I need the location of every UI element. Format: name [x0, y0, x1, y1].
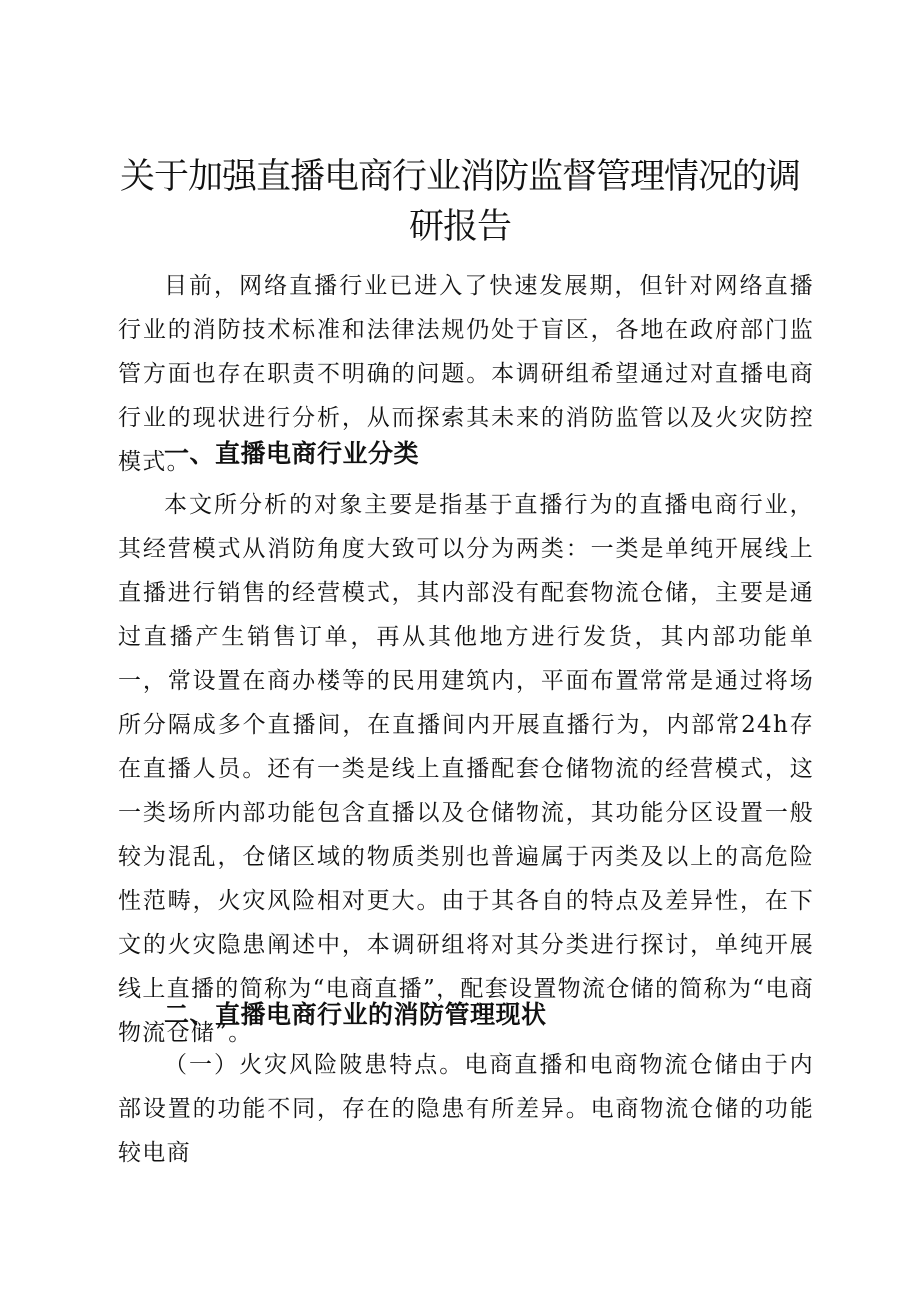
section-1-heading: 一、直播电商行业分类 — [164, 439, 420, 468]
section-2-heading: 二、直播电商行业的消防管理现状 — [164, 1000, 547, 1029]
section-1-paragraph: 本文所分析的对象主要是指基于直播行为的直播电商行业，其经营模式从消防角度大致可以分为两类：一类是单纯开展线上直播进行销售的经营模式，其内部没有配套物流仓储，主要是通过直播产生销售订单，再从其他地方进行发货，其内部功能单一，常设置在商办楼等的民用建筑内，平面布置常常是通过将场所分隔成多个直播间，在直播间内开展直播行为，内部常24h存在直播人员。还有一类是线上直播配套仓储物流的经营模式，这一类场所内部功能包含直播以及仓储物流，其功能分区设置一般较为混乱，仓储区域的物质类别也普遍属于丙类及以上的高危险性范畴，火灾风险相对更大。由于其各自的特点及差异性，在下文的火灾隐患阐述中，本调研组将对其分类进行探讨，单纯开展线上直播的简称为“电商直播”，配套设置物流仓储的简称为“电商物流仓储”。 — [118, 492, 814, 1046]
intro-paragraph: 目前，网络直播行业已进入了快速发展期，但针对网络直播行业的消防技术标准和法律法规仍处于盲区，各地在政府部门监管方面也存在职责不明确的问题。本调研组希望通过对直播电商行业的现状进行分析，从而探索其未来的消防监管以及火灾防控模式。 — [118, 273, 814, 475]
document-title: 关于加强直播电商行业消防监督管理情况的调研报告 — [119, 157, 800, 247]
section-2-paragraph: （一）火灾风险陂患特点。电商直播和电商物流仓储由于内部设置的功能不同，存在的隐患有所差异。电商物流仓储的功能较电商 — [118, 1052, 814, 1166]
